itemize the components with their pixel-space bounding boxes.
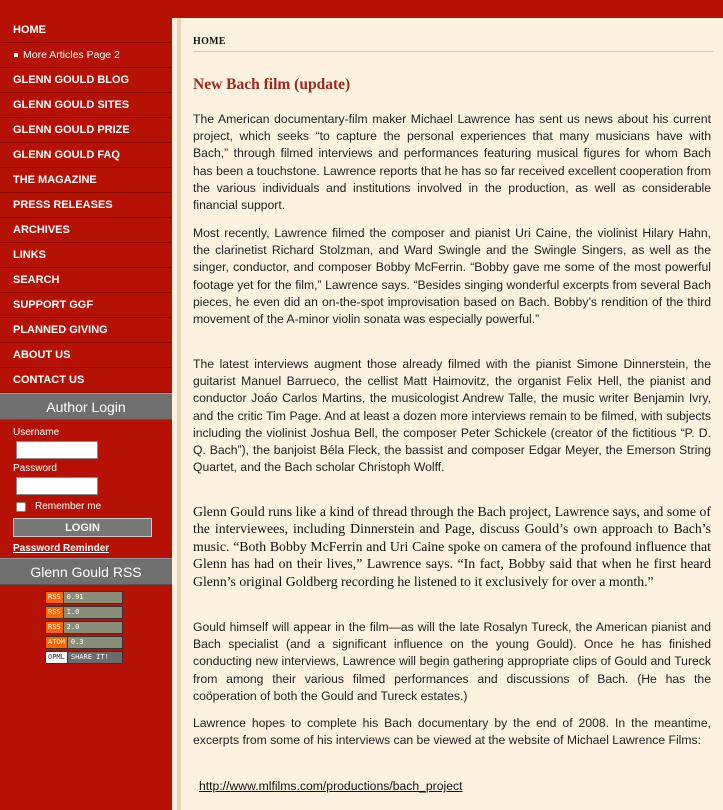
menu-item-label: GLENN GOULD FAQ — [13, 149, 120, 161]
rss-badge-version: 1.0 — [64, 607, 122, 618]
breadcrumb-divider — [193, 51, 713, 52]
sidebar — [0, 18, 172, 810]
menu-item-label: HOME — [13, 24, 46, 36]
menu-item-about-us[interactable] — [0, 343, 172, 368]
rss-badge-version: SHARE IT! — [68, 652, 122, 663]
menu-item-glenn-gould-sites[interactable] — [0, 93, 172, 118]
article-paragraph-3: The latest interviews augment those already filmed with the pianist Simone Dinnerstein, the guitarist Manuel Barrueco, the cellist Matt Haimovitz, the organist Felix Hell, the pianist and conductor Joáo Carlos Martins, the musicologist Andrew Talle, the music writer Benjamin Ivry, and the critic Tim Page. And at least a dozen more interviews remain to be filmed, with subjects including the violinist Joshua Bell, the composer Peter Schickele (creator of the fictitious “P. D. Q. Bach”), the banjoist Béla Fleck, the bassist and composer Edgar Meyer, the Emerson String Quartet, and the Bach scholar Christoph Wolff. — [193, 357, 711, 475]
menu-item-label: CONTACT US — [13, 374, 85, 386]
menu-item-label: PRESS RELEASES — [13, 199, 113, 211]
rss-badge-version: 2.0 — [64, 622, 122, 633]
article-paragraph-6: Lawrence hopes to complete his Bach documentary by the end of 2008. In the meantime, excerpts from some of his interviews can be viewed at the website of Michael Lawrence Films: — [193, 716, 711, 748]
rss-badge-format: OPML — [46, 652, 68, 663]
menu-item-label: GLENN GOULD PRIZE — [13, 124, 130, 136]
rss-badge-rss-1[interactable] — [45, 606, 123, 619]
main-content — [177, 18, 723, 810]
bach-project-link[interactable]: http://www.mlfilms.com/productions/bach_project — [199, 779, 463, 793]
menu-item-label: GLENN GOULD BLOG — [13, 74, 130, 86]
menu-item-label: THE MAGAZINE — [13, 174, 97, 186]
rss-badge-version: 0.3 — [68, 637, 122, 648]
menu-item-label: SUPPORT GGF — [13, 299, 94, 311]
top-banner-bar — [0, 0, 723, 18]
article-paragraph-4: Glenn Gould runs like a kind of thread through the Bach project, Lawrence says, and some of the interviewees, including Dinnerstein and Page, discuss Gould’s own approach to Bach’s music. “Both Bobby McFerrin and Uri Caine spoke on camera of the profound influence that Glenn has had on their lives,” Lawrence says. “In fact, Bobby said that when he first heard Glenn’s original Goldberg recording he listened to it exclusively for over a month.” — [193, 504, 711, 589]
menu-item-press-releases[interactable] — [0, 193, 172, 218]
author-login-title: Author Login — [0, 393, 172, 420]
menu-item-search[interactable] — [0, 268, 172, 293]
menu-item-links[interactable] — [0, 243, 172, 268]
menu-item-label: PLANNED GIVING — [13, 324, 108, 336]
menu-item-more-articles-page-2[interactable] — [0, 43, 172, 68]
menu-item-home[interactable] — [0, 18, 172, 43]
rss-badge-atom-3[interactable] — [45, 636, 123, 649]
username-label: Username — [13, 427, 60, 438]
article-paragraph-2: Most recently, Lawrence filmed the composer and pianist Uri Caine, the violinist Hilary Hahn, the clarinetist Richard Stolzman, and Ward Swingle and the Swingle Singers, as well as the singer, conductor, and composer Bobby McFerrin. “Bobby gave me some of the most powerful footage yet for the film,” Lawrence says. “Besides singing wonderful excerpts from several Bach pieces, he even did an on-the-spot improvisation based on Bach. Bobby’s rendition of the third movement of the A-minor violin sonata was especially powerful.” — [193, 226, 711, 327]
menu-item-archives[interactable] — [0, 218, 172, 243]
menu-item-planned-giving[interactable] — [0, 318, 172, 343]
rss-title: Glenn Gould RSS — [0, 558, 172, 585]
menu-item-support-ggf[interactable] — [0, 293, 172, 318]
menu-item-glenn-gould-faq[interactable] — [0, 143, 172, 168]
remember-me-checkbox[interactable] — [16, 502, 26, 512]
article-paragraph-1: The American documentary-film maker Michael Lawrence has sent us news about his current project, which seeks “to capture the personal experiences that many musicians have with Bach,” through filmed interviews and performances featuring musical figures for whom Bach has been a touchstone. Lawrence reports that he has so far received excellent cooperation from the various individuals and institutions involved in the production, as well as considerable financial support. — [193, 112, 711, 213]
password-label: Password — [13, 463, 57, 474]
remember-me-label: Remember me — [35, 501, 102, 512]
rss-badge-rss-2[interactable] — [45, 621, 123, 634]
menu-item-label: GLENN GOULD SITES — [13, 99, 130, 111]
password-input[interactable] — [16, 477, 98, 495]
menu-item-the-magazine[interactable] — [0, 168, 172, 193]
rss-badge-format: RSS — [46, 607, 64, 618]
remember-me-row — [13, 501, 172, 512]
menu-item-glenn-gould-blog[interactable] — [0, 68, 172, 93]
rss-badge-format: RSS — [46, 622, 64, 633]
main-menu — [0, 18, 172, 393]
rss-badge-version: 0.91 — [64, 592, 122, 603]
breadcrumb[interactable]: HOME — [193, 36, 226, 47]
bullet-icon — [14, 53, 18, 57]
login-form — [0, 420, 172, 558]
rss-badge-format: RSS — [46, 592, 64, 603]
login-button[interactable]: LOGIN — [13, 518, 152, 537]
rss-badge-opml-4[interactable] — [45, 651, 123, 664]
rss-badge-rss-0[interactable] — [45, 591, 123, 604]
rss-badge-list — [0, 585, 172, 664]
menu-item-label: ABOUT US — [13, 349, 71, 361]
article-paragraph-5: Gould himself will appear in the film—as will the late Rosalyn Tureck, the American pianist and Bach specialist (and a significant influence on the young Gould). Once he has finished conducting new interviews, Lawrence will begin gathering appropriate clips of Gould and Tureck from among their various filmed performances and discussions of Bach. (He has the coöperation of both the Gould and Tureck estates.) — [193, 620, 711, 703]
menu-item-label: More Articles Page 2 — [23, 49, 120, 61]
menu-item-label: ARCHIVES — [13, 224, 70, 236]
menu-item-label: SEARCH — [13, 274, 60, 286]
article-title: New Bach film (update) — [193, 76, 351, 93]
menu-item-label: LINKS — [13, 249, 46, 261]
menu-item-glenn-gould-prize[interactable] — [0, 118, 172, 143]
username-input[interactable] — [16, 441, 98, 459]
menu-item-contact-us[interactable] — [0, 368, 172, 393]
password-reminder-link[interactable]: Password Reminder — [13, 543, 110, 554]
rss-badge-format: ATOM — [46, 637, 68, 648]
